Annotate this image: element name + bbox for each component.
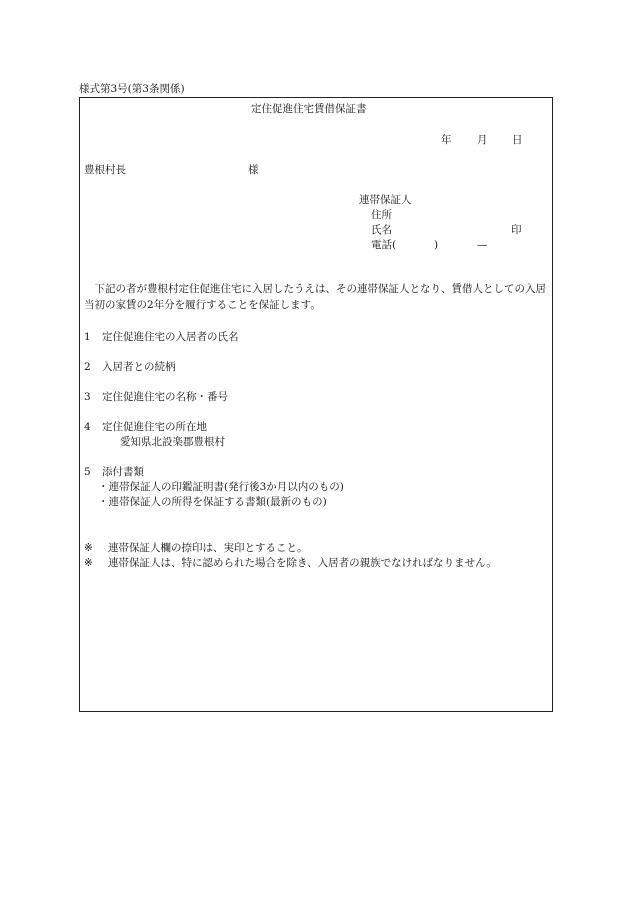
item-5-number: 5 bbox=[84, 466, 91, 478]
item-3-label: 定住促進住宅の名称・番号 bbox=[102, 391, 228, 403]
item-4-number: 4 bbox=[84, 421, 91, 433]
document-frame bbox=[79, 97, 553, 712]
guarantor-phone-dash: — bbox=[477, 239, 488, 251]
note-1-text: 連帯保証人欄の捺印は、実印とすること。 bbox=[108, 542, 308, 554]
form-number: 様式第3号(第3条関係) bbox=[79, 83, 185, 95]
addressee-name: 豊根村長 bbox=[84, 164, 126, 176]
item-4-label: 定住促進住宅の所在地 bbox=[102, 421, 207, 433]
item-2-number: 2 bbox=[84, 361, 91, 373]
date-day: 日 bbox=[512, 134, 523, 146]
note-2-text: 連帯保証人は、特に認められた場合を除き、入居者の親族でなければなりません。 bbox=[108, 557, 497, 569]
item-1-number: 1 bbox=[84, 331, 91, 343]
item-2-label: 入居者との続柄 bbox=[102, 361, 176, 373]
guarantor-heading: 連帯保証人 bbox=[359, 194, 412, 206]
note-1-mark: ※ bbox=[84, 542, 93, 554]
item-4-value: 愛知県北設楽郡豊根村 bbox=[120, 436, 225, 448]
item-1-label: 定住促進住宅の入居者の氏名 bbox=[102, 331, 239, 343]
attachment-item: ・連帯保証人の印鑑証明書(発行後3か月以内のもの) bbox=[98, 481, 344, 493]
item-3-number: 3 bbox=[84, 391, 91, 403]
item-5-label: 添付書類 bbox=[102, 466, 144, 478]
guarantor-seal: 印 bbox=[511, 224, 522, 236]
addressee-honorific: 様 bbox=[248, 164, 259, 176]
guarantor-address-label: 住所 bbox=[371, 209, 392, 221]
document-title: 定住促進住宅賃借保証書 bbox=[251, 103, 367, 115]
attachment-item: ・連帯保証人の所得を保証する書類(最新のもの) bbox=[98, 496, 327, 508]
guarantor-phone-close: ) bbox=[434, 239, 439, 251]
guarantor-phone-label: 電話( bbox=[371, 239, 397, 251]
note-2-mark: ※ bbox=[84, 557, 93, 569]
date-year: 年 bbox=[441, 134, 452, 146]
guarantee-statement: 下記の者が豊根村定住促進住宅に入居したうえは、その連帯保証人となり、賃借人としての入居当初の家賃の2年分を履行することを保証します。 bbox=[84, 283, 546, 311]
date-month: 月 bbox=[477, 134, 488, 146]
guarantor-name-label: 氏名 bbox=[371, 224, 392, 236]
